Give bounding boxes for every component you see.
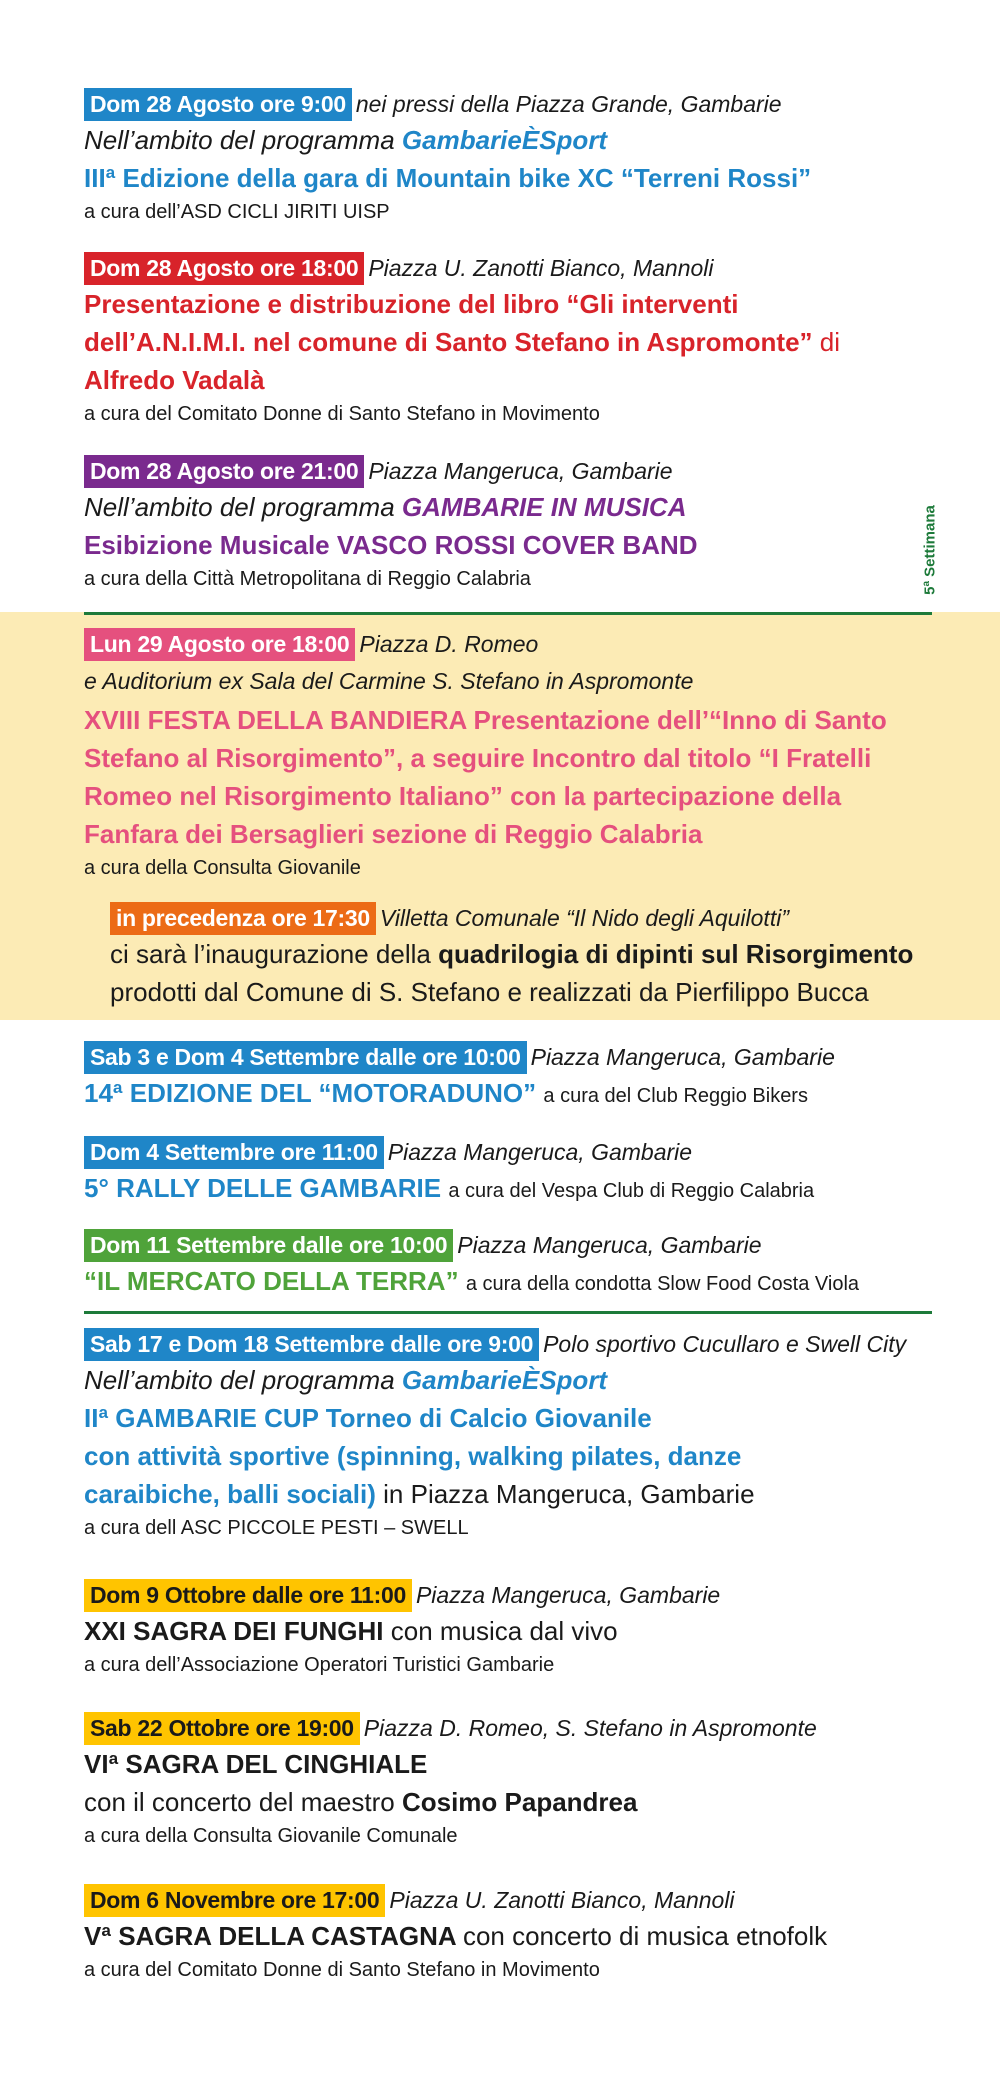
event-place: Piazza Mangeruca, Gambarie bbox=[387, 1139, 693, 1165]
event-item bbox=[84, 252, 936, 429]
date-badge: Sab 17 e Dom 18 Settembre dalle ore 9:00 bbox=[84, 1328, 539, 1361]
event-description: ci sarà l’inaugurazione della quadrilogia di dipinti sul Risorgimento bbox=[110, 939, 914, 969]
event-place: Villetta Comunale “Il Nido degli Aquilotti” bbox=[379, 905, 789, 931]
event-item bbox=[84, 1884, 936, 1985]
event-description: con il concerto del maestro Cosimo Papandrea bbox=[84, 1787, 638, 1817]
event-place-extra: e Auditorium ex Sala del Carmine S. Stefano in Aspromonte bbox=[84, 668, 694, 694]
date-badge: Dom 28 Agosto ore 18:00 bbox=[84, 252, 364, 285]
event-intro: Nell’ambito del programma GambarieÈSport bbox=[84, 1365, 608, 1395]
event-organizer: a cura del Club Reggio Bikers bbox=[543, 1085, 808, 1107]
event-organizer: a cura della condotta Slow Food Costa Viola bbox=[465, 1273, 860, 1295]
event-title: “IL MERCATO DELLA TERRA” a cura della condotta Slow Food Costa Viola bbox=[84, 1266, 860, 1296]
event-item bbox=[84, 1136, 936, 1210]
event-title: dell’A.N.I.M.I. nel comune di Santo Stefano in Aspromonte” di bbox=[84, 327, 841, 357]
event-title: XVIII FESTA DELLA BANDIERA Presentazione dell’“Inno di Santo bbox=[84, 705, 887, 735]
date-badge: Dom 6 Novembre ore 17:00 bbox=[84, 1884, 385, 1917]
program-name: GAMBARIE IN MUSICA bbox=[401, 492, 687, 522]
date-badge: Dom 11 Settembre dalle ore 10:00 bbox=[84, 1229, 453, 1262]
event-organizer: a cura dell’ASD CICLI JIRITI UISP bbox=[84, 201, 390, 223]
event-organizer: a cura della Città Metropolitana di Reggio Calabria bbox=[84, 568, 531, 590]
event-item bbox=[84, 455, 936, 594]
time-badge: in precedenza ore 17:30 bbox=[110, 902, 376, 935]
event-place: Piazza U. Zanotti Bianco, Mannoli bbox=[389, 1887, 735, 1913]
section-divider bbox=[84, 1311, 932, 1314]
event-title: 5° RALLY DELLE GAMBARIE a cura del Vespa Club di Reggio Calabria bbox=[84, 1173, 815, 1203]
event-title: 14ª EDIZIONE DEL “MOTORADUNO” a cura del Club Reggio Bikers bbox=[84, 1078, 808, 1108]
event-title: Stefano al Risorgimento”, a seguire Incontro dal titolo “I Fratelli bbox=[84, 743, 872, 773]
event-place: Polo sportivo Cucullaro e Swell City bbox=[543, 1331, 907, 1357]
event-title: Vª SAGRA DELLA CASTAGNA con concerto di musica etnofolk bbox=[84, 1921, 828, 1951]
event-place: Piazza Mangeruca, Gambarie bbox=[457, 1232, 762, 1258]
event-intro: Nell’ambito del programma GAMBARIE IN MUSICA bbox=[84, 492, 687, 522]
event-organizer: a cura del Comitato Donne di Santo Stefano in Movimento bbox=[84, 403, 600, 425]
event-place: Piazza Mangeruca, Gambarie bbox=[415, 1582, 721, 1608]
event-title: Romeo nel Risorgimento Italiano” con la partecipazione della bbox=[84, 781, 842, 811]
event-title: XXI SAGRA DEI FUNGHI con musica dal vivo bbox=[84, 1616, 618, 1646]
event-place: Piazza D. Romeo, S. Stefano in Aspromonte bbox=[363, 1715, 817, 1741]
program-name: GambarieÈSport bbox=[401, 1365, 608, 1395]
event-organizer: a cura del Vespa Club di Reggio Calabria bbox=[448, 1180, 815, 1202]
event-item bbox=[84, 1712, 936, 1851]
event-title: VIª SAGRA DEL CINGHIALE bbox=[84, 1749, 428, 1779]
event-organizer: a cura dell’Associazione Operatori Turistici Gambarie bbox=[84, 1654, 555, 1676]
event-title: caraibiche, balli sociali) in Piazza Mangeruca, Gambarie bbox=[84, 1479, 755, 1509]
event-intro: Nell’ambito del programma GambarieÈSport bbox=[84, 125, 608, 155]
event-organizer: a cura della Consulta Giovanile Comunale bbox=[84, 1825, 458, 1847]
event-organizer: a cura del Comitato Donne di Santo Stefano in Movimento bbox=[84, 1959, 600, 1981]
event-place: Piazza U. Zanotti Bianco, Mannoli bbox=[368, 255, 714, 281]
event-item bbox=[84, 1328, 936, 1543]
date-badge: Dom 9 Ottobre dalle ore 11:00 bbox=[84, 1579, 412, 1612]
date-badge: Sab 22 Ottobre ore 19:00 bbox=[84, 1712, 360, 1745]
event-organizer: a cura dell ASC PICCOLE PESTI – SWELL bbox=[84, 1517, 469, 1539]
section-divider bbox=[84, 612, 932, 615]
event-title: Esibizione Musicale VASCO ROSSI COVER BAND bbox=[84, 530, 698, 560]
event-organizer: a cura della Consulta Giovanile bbox=[84, 857, 361, 879]
event-item bbox=[84, 1229, 936, 1303]
event-item bbox=[84, 1041, 936, 1115]
event-title: Fanfara dei Bersaglieri sezione di Reggio Calabria bbox=[84, 819, 703, 849]
event-place: Piazza D. Romeo bbox=[359, 631, 539, 657]
event-title: con attività sportive (spinning, walking pilates, danze bbox=[84, 1441, 742, 1471]
week-label: 5ª Settimana bbox=[921, 505, 939, 595]
sub-event-item bbox=[110, 902, 930, 1011]
date-badge: Sab 3 e Dom 4 Settembre dalle ore 10:00 bbox=[84, 1041, 527, 1074]
date-badge: Lun 29 Agosto ore 18:00 bbox=[84, 628, 355, 661]
event-place: nei pressi della Piazza Grande, Gambarie bbox=[355, 91, 782, 117]
date-badge: Dom 28 Agosto ore 21:00 bbox=[84, 455, 364, 488]
event-item bbox=[84, 88, 936, 227]
event-place: Piazza Mangeruca, Gambarie bbox=[368, 458, 673, 484]
event-author: Alfredo Vadalà bbox=[84, 365, 265, 395]
event-item bbox=[84, 628, 936, 883]
event-title: Presentazione e distribuzione del libro “Gli interventi bbox=[84, 289, 739, 319]
event-item bbox=[84, 1579, 936, 1680]
event-title: IIIª Edizione della gara di Mountain bike XC “Terreni Rossi” bbox=[84, 163, 812, 193]
event-title: IIª GAMBARIE CUP Torneo di Calcio Giovanile bbox=[84, 1403, 652, 1433]
date-badge: Dom 4 Settembre ore 11:00 bbox=[84, 1136, 384, 1169]
event-place: Piazza Mangeruca, Gambarie bbox=[530, 1044, 835, 1070]
program-name: GambarieÈSport bbox=[401, 125, 608, 155]
date-badge: Dom 28 Agosto ore 9:00 bbox=[84, 88, 352, 121]
event-description: prodotti dal Comune di S. Stefano e realizzati da Pierfilippo Bucca bbox=[110, 977, 869, 1007]
